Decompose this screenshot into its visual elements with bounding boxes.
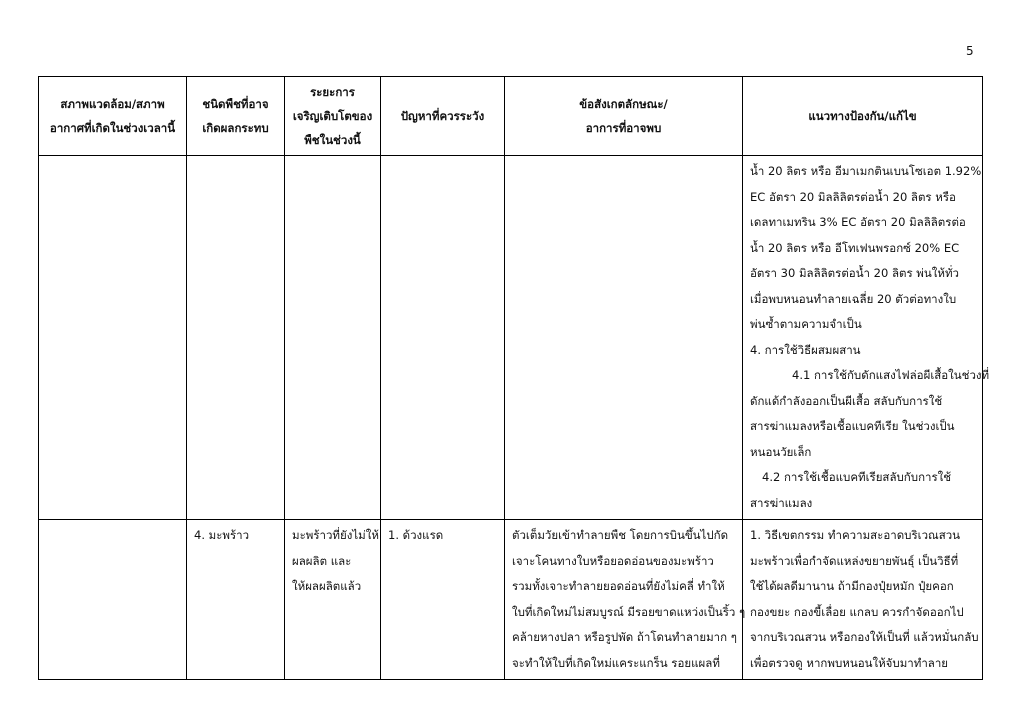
cell-environment <box>39 156 187 520</box>
header-symptoms: ข้อสังเกตลักษณะ/ อาการที่อาจพบ <box>505 77 743 156</box>
cell-environment <box>39 520 187 680</box>
cell-crop <box>187 156 285 520</box>
cell-prevention: 1. วิธีเขตกรรม ทำความสะอาดบริเวณสวน มะพร้าวเพื่อกำจัดแหล่งขยายพันธุ์ เป็นวิธีที่ ใช้ได้ผลดีมานาน ถ้ามีกองปุ๋ยหมัก ปุ๋ยคอก กองขยะ กองขี้เลื่อย แกลบ ควรกำจัดออกไป จากบริเวณสวน หรือกองให้เป็นที่ แล้วหมั่นกลับ เพื่อตรวจดู หากพบหนอนให้จับมาทำลาย <box>743 520 983 680</box>
cell-growth-stage: มะพร้าวที่ยังไม่ให้ ผลผลิต และ ให้ผลผลิตแล้ว <box>285 520 381 680</box>
cell-prevention: น้ำ 20 ลิตร หรือ อีมาเมกตินเบนโซเอต 1.92% EC อัตรา 20 มิลลิลิตรต่อน้ำ 20 ลิตร หรือ เดลทาเมทริน 3% EC อัตรา 20 มิลลิลิตรต่อ น้ำ 20 ลิตร หรือ อีโทเฟนพรอกซ์ 20% EC อัตรา 30 มิลลิลิตรต่อน้ำ 20 ลิตร พ่นให้ทั่ว เมื่อพบหนอนทำลายเฉลี่ย 20 ตัวต่อทางใบ พ่นซ้ำตามความจำเป็น 4. การใช้วิธีผสมผสาน 4.1 การใช้กับดักแสงไฟล่อผีเสื้อในช่วงที่ ดักแด้กำลังออกเป็นผีเสื้อ สลับกับการใช้ สารฆ่าแมลงหรือเชื้อแบคทีเรีย ในช่วงเป็น หนอนวัยเล็ก 4.2 การใช้เชื้อแบคทีเรียสลับกับการใช้ สารฆ่าแมลง <box>743 156 983 520</box>
table-row <box>39 520 983 680</box>
header-crop: ชนิดพืชที่อาจ เกิดผลกระทบ <box>187 77 285 156</box>
pest-guidance-table <box>38 76 990 680</box>
header-growth-stage: ระยะการ เจริญเติบโตของ พืชในช่วงนี้ <box>285 77 381 156</box>
header-prevention: แนวทางป้องกัน/แก้ไข <box>743 77 983 156</box>
page-number: 5 <box>966 44 974 58</box>
header-problem: ปัญหาที่ควรระวัง <box>381 77 505 156</box>
cell-symptoms <box>505 156 743 520</box>
cell-problem <box>381 156 505 520</box>
cell-crop: 4. มะพร้าว <box>187 520 285 680</box>
cell-growth-stage <box>285 156 381 520</box>
cell-symptoms: ตัวเต็มวัยเข้าทำลายพืช โดยการบินขึ้นไปกัด เจาะโคนทางใบหรือยอดอ่อนของมะพร้าว รวมทั้งเจาะทำลายยอดอ่อนที่ยังไม่คลี่ ทำให้ ใบที่เกิดใหม่ไม่สมบูรณ์ มีรอยขาดแหว่งเป็นริ้ว ๆ คล้ายหางปลา หรือรูปพัด ถ้าโดนทำลายมาก ๆ จะทำให้ใบที่เกิดใหม่แคระแกร็น รอยแผลที่ <box>505 520 743 680</box>
cell-problem: 1. ด้วงแรด <box>381 520 505 680</box>
header-row <box>39 77 983 156</box>
table-row <box>39 156 983 520</box>
header-environment: สภาพแวดล้อม/สภาพ อากาศที่เกิดในช่วงเวลานี้ <box>39 77 187 156</box>
